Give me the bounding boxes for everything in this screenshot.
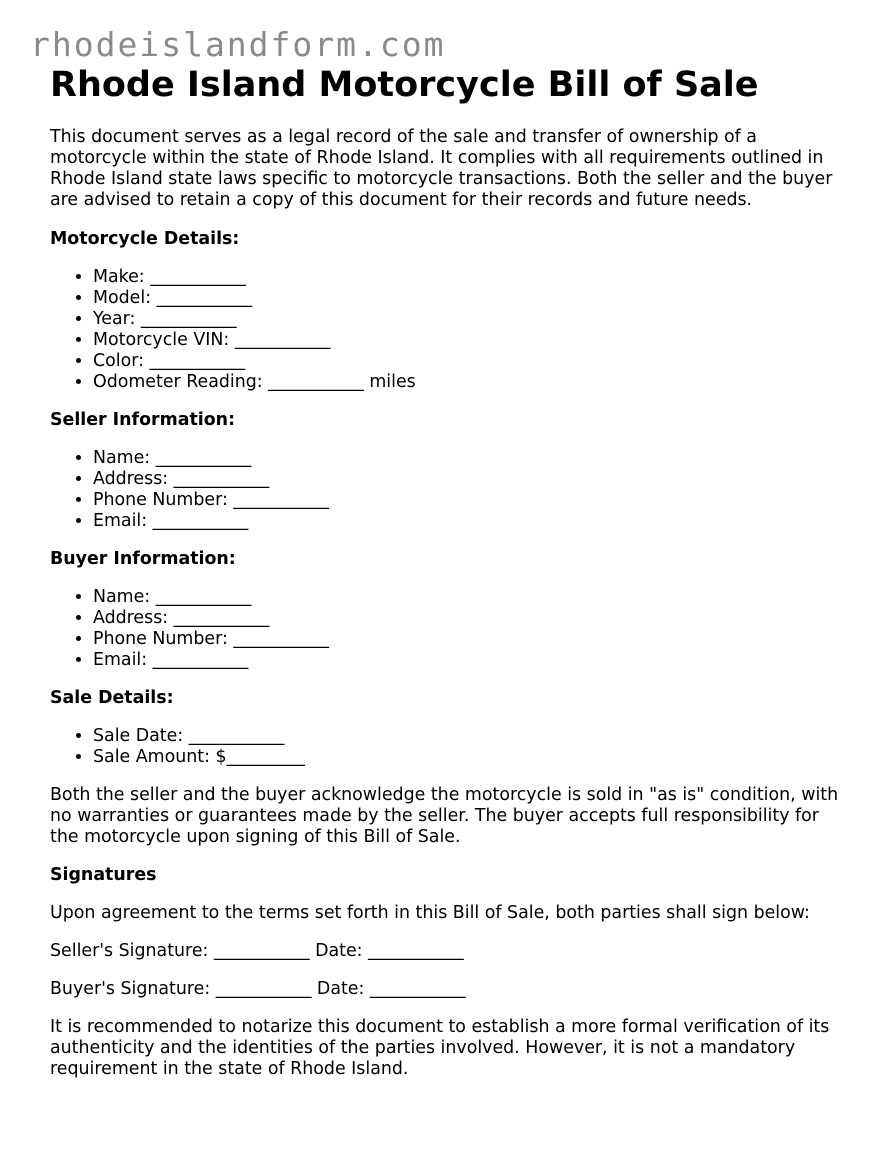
intro-paragraph: This document serves as a legal record of the sale and transfer of ownership of a motorcycle within the state of Rhode Island. It complies with all requirements outlined in Rhode Island state laws specific to motorcycle transactions. Both the seller and the buyer are advised to retain a copy of this document for their records and future needs. — [50, 127, 833, 210]
site-watermark: rhodeislandform.com — [30, 25, 446, 64]
buyer-information-heading: Buyer Information: — [50, 549, 236, 569]
page-title: Rhode Island Motorcycle Bill of Sale — [50, 65, 759, 105]
seller-field-address: • Address: ___________ — [93, 469, 850, 490]
sale-details-heading: Sale Details: — [50, 688, 174, 708]
signatures-instruction: Upon agreement to the terms set forth in this Bill of Sale, both parties shall sign below: — [50, 903, 810, 923]
as-is-paragraph: Both the seller and the buyer acknowledge the motorcycle is sold in "as is" condition, with no warranties or guarantees made by the seller. The buyer accepts full responsibility for the motorcycle upon signing of this Bill of Sale. — [50, 785, 839, 847]
buyer-field-phone: • Phone Number: ___________ — [93, 629, 850, 650]
buyer-field-email: • Email: ___________ — [93, 650, 850, 671]
field-sale-date: • Sale Date: ___________ — [93, 726, 850, 747]
field-year: • Year: ___________ — [93, 309, 850, 330]
seller-signature-line: Seller's Signature: ___________ Date: ___________ — [50, 941, 464, 961]
field-model: • Model: ___________ — [93, 288, 850, 309]
buyer-signature-line: Buyer's Signature: ___________ Date: ___________ — [50, 979, 466, 999]
field-color: • Color: ___________ — [93, 351, 850, 372]
seller-information-heading: Seller Information: — [50, 410, 236, 430]
buyer-field-address: • Address: ___________ — [93, 608, 850, 629]
field-make: • Make: ___________ — [93, 267, 850, 288]
document-body — [50, 64, 850, 1097]
buyer-information-list — [50, 587, 850, 671]
field-sale-amount: • Sale Amount: $_________ — [93, 747, 850, 768]
motorcycle-details-heading: Motorcycle Details: — [50, 229, 240, 249]
seller-field-name: • Name: ___________ — [93, 448, 850, 469]
seller-field-email: • Email: ___________ — [93, 511, 850, 532]
seller-information-list — [50, 448, 850, 532]
buyer-field-name: • Name: ___________ — [93, 587, 850, 608]
signatures-heading: Signatures — [50, 865, 157, 885]
seller-field-phone: • Phone Number: ___________ — [93, 490, 850, 511]
notary-paragraph: It is recommended to notarize this document to establish a more formal verification of its authenticity and the identities of the parties involved. However, it is not a mandatory requirement in the state of Rhode Island. — [50, 1017, 830, 1079]
field-vin: • Motorcycle VIN: ___________ — [93, 330, 850, 351]
field-odometer: • Odometer Reading: ___________ miles — [93, 372, 850, 393]
motorcycle-details-list — [50, 267, 850, 393]
sale-details-list — [50, 726, 850, 768]
